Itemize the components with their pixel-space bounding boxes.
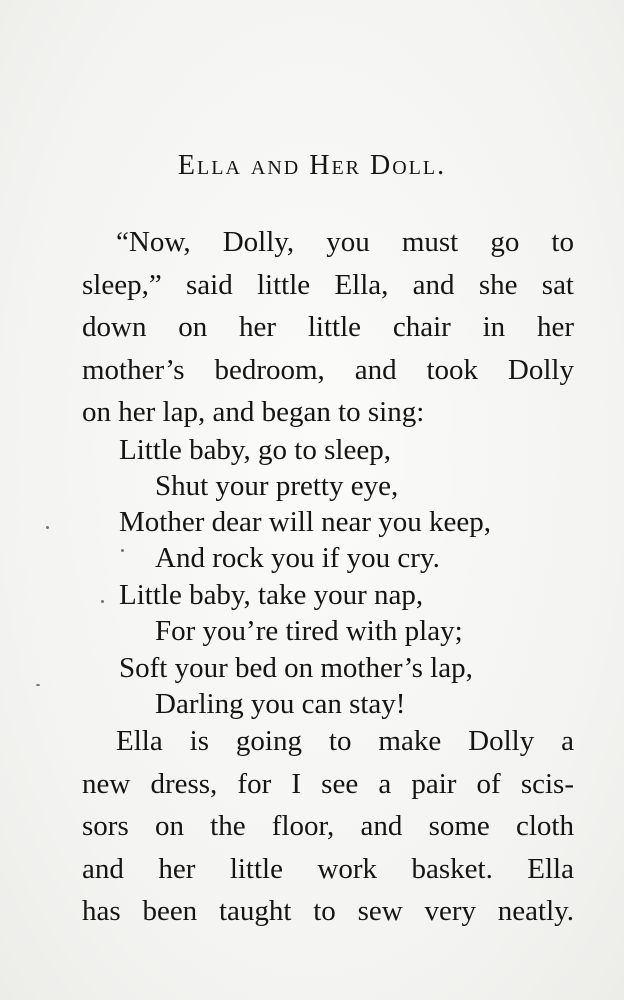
page-title: Ella and Her Doll. — [177, 150, 447, 181]
verse-line-8: Darling you can stay! — [155, 688, 406, 720]
verse-line-3: Mother dear will near you keep, — [119, 506, 492, 538]
paragraph-1-line-1: “Now, Dolly, you must go to — [116, 226, 574, 258]
paragraph-1-line-5: on her lap, and began to sing: — [82, 396, 425, 428]
paragraph-2-line-2: new dress, for I see a pair of scis- — [82, 768, 574, 800]
paragraph-1-line-4: mother’s bedroom, and took Dolly — [82, 354, 574, 386]
paragraph-2-line-1: Ella is going to make Dolly a — [116, 725, 574, 757]
paragraph-2-line-3: sors on the floor, and some cloth — [82, 810, 574, 842]
paragraph-1-line-3: down on her little chair in her — [82, 311, 574, 343]
print-speck — [46, 526, 49, 529]
verse-line-1: Little baby, go to sleep, — [119, 434, 391, 466]
verse-line-2: Shut your pretty eye, — [155, 470, 399, 502]
verse-line-4: And rock you if you cry. — [155, 542, 440, 574]
print-speck — [121, 549, 124, 552]
print-speck — [36, 684, 40, 686]
paragraph-2-line-5: has been taught to sew very neatly. — [82, 895, 574, 927]
paragraph-1-line-2: sleep,” said little Ella, and she sat — [82, 269, 574, 301]
verse-line-6: For you’re tired with play; — [155, 615, 463, 647]
verse-line-5: Little baby, take your nap, — [119, 579, 424, 611]
verse-line-7: Soft your bed on mother’s lap, — [119, 652, 473, 684]
print-speck — [101, 600, 104, 603]
paragraph-2-line-4: and her little work basket. Ella — [82, 853, 574, 885]
